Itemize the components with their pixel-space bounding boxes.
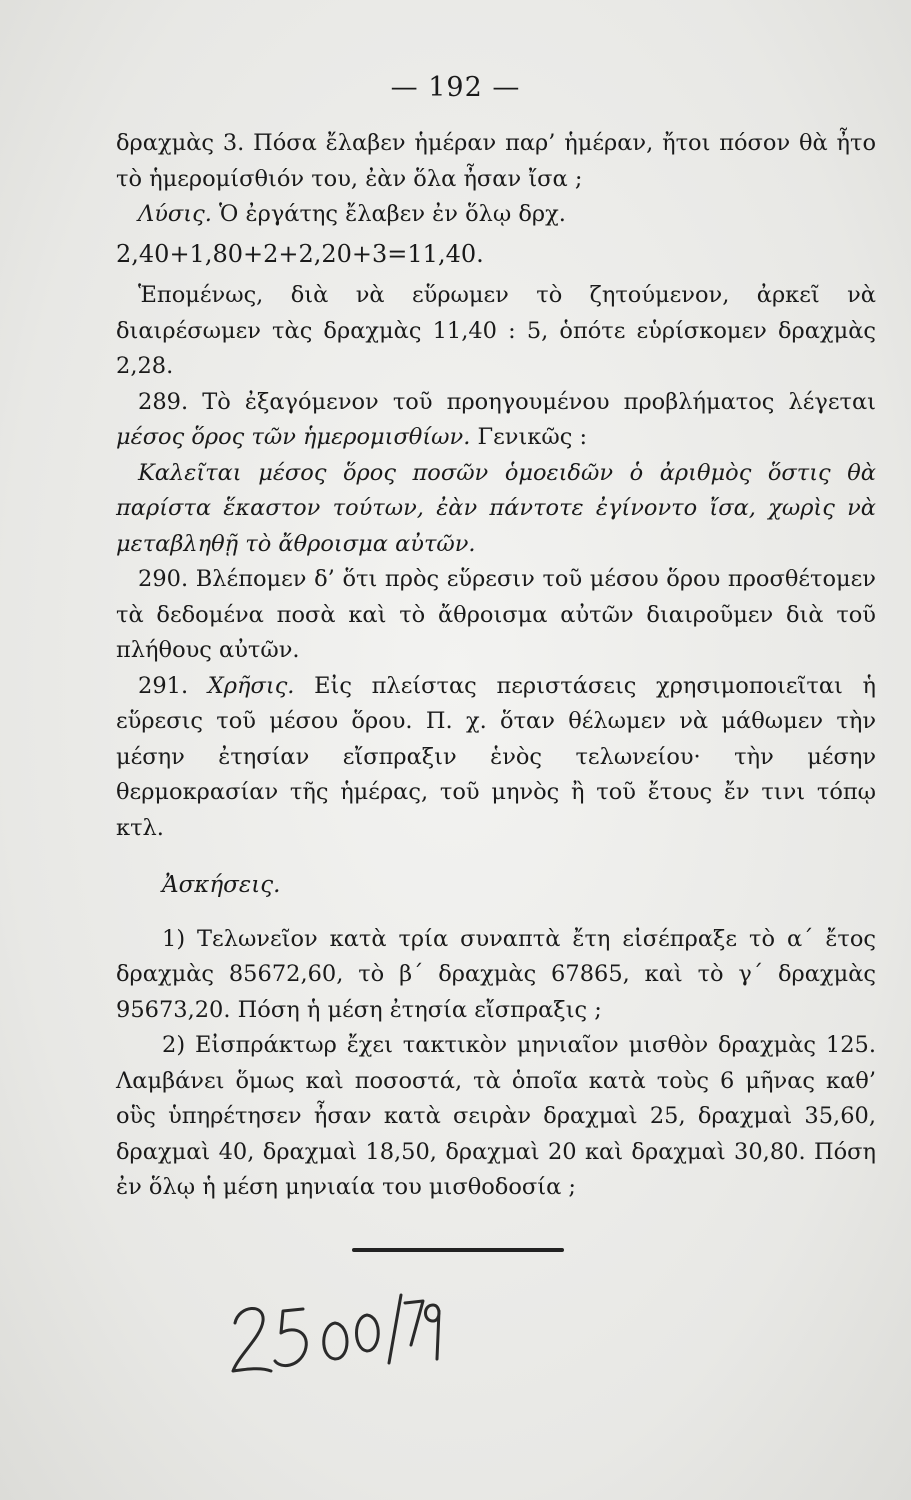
paragraph-289-tail: Γενικῶς : bbox=[470, 424, 588, 450]
exercise-1: 1) Τελωνεῖον κατὰ τρία συναπτὰ ἔτη εἰσέπραξε τὸ α΄ ἔτος δραχμὰς 85672,60, τὸ β΄ δραχμὰς 67865, καὶ τὸ γ΄ δραχμὰς 95673,20. Πόση ἡ μέση ἐτησία εἴσπραξις ; bbox=[116, 925, 876, 1023]
paragraph-290: 290. Βλέπομεν δ’ ὅτι πρὸς εὕρεσιν τοῦ μέσου ὅρου προσθέτομεν τὰ δεδομένα ποσὰ καὶ τὸ ἄθροισμα αὐτῶν διαιροῦμεν διὰ τοῦ πλήθους αὐτῶν. bbox=[116, 566, 876, 663]
page-content bbox=[116, 126, 876, 1206]
usage-label: Χρῆσις. bbox=[207, 672, 295, 699]
paragraph-continuation: δραχμὰς 3. Πόσα ἔλαβεν ἡμέραν παρ’ ἡμέραν, ἤτοι πόσον θὰ ἦτο τὸ ἡμερομίσθιόν του, ἐὰν ὅλα ἦσαν ἴσα ; bbox=[116, 130, 876, 192]
paragraph-289-text: 289. Τὸ ἐξαγόμενον τοῦ προηγουμένου προβλήματος λέγεται bbox=[138, 388, 876, 415]
paragraph-solution bbox=[116, 197, 876, 233]
exercise-2: 2) Εἰσπράκτωρ ἔχει τακτικὸν μηνιαῖον μισθὸν δραχμὰς 125. Λαμβάνει ὅμως καὶ ποσοστά, τὰ ὁποῖα κατὰ τοὺς 6 μῆνας καθ’ οὓς ὑπηρέτησεν ἦσαν κατὰ σειρὰν δραχμαὶ 25, δραχμαὶ 35,60, δραχμαὶ 40, δραχμαὶ 18,50, δραχμαὶ 20 καὶ δραχμαὶ 30,80. Πόση ἐν ὅλῳ ἡ μέση μηνιαία του μισθοδοσία ; bbox=[116, 1032, 876, 1200]
paragraph-291 bbox=[116, 669, 876, 847]
paragraph-289 bbox=[116, 385, 876, 456]
end-rule bbox=[352, 1248, 564, 1252]
definition: Καλεῖται μέσος ὅρος ποσῶν ὁμοειδῶν ὁ ἀριθμὸς ὅστις θὰ παρίστα ἕκαστον τούτων, ἐὰν πάντοτε ἐγίνοντο ἴσα, χωρὶς νὰ μεταβληθῇ τὸ ἄθροισμα αὐτῶν. bbox=[116, 459, 876, 557]
solution-label: Λύσις. bbox=[138, 201, 212, 227]
handwritten-annotation bbox=[225, 1275, 445, 1395]
term-mean: μέσος ὅρος τῶν ἡμερομισθίων. bbox=[116, 424, 471, 450]
exercises-heading: Ἀσκήσεις. bbox=[162, 872, 281, 898]
exercises-section bbox=[116, 868, 876, 1206]
paragraph-291-text: Εἰς πλείστας περιστάσεις χρησιμοποιεῖται ἡ εὕρεσις τοῦ μέσου ὅρου. Π. χ. ὅταν θέλωμεν νὰ μάθωμεν τὴν μέσην ἐτησίαν εἴσπραξιν ἑνὸς τελωνείου· τὴν μέσην θερμοκρασίαν τῆς ἡμέρας, τοῦ μηνὸς ἢ τοῦ ἔτους ἔν τινι τόπῳ κτλ. bbox=[116, 672, 876, 841]
page-number: — 192 — bbox=[390, 72, 521, 103]
solution-text: Ὁ ἐργάτης ἔλαβεν ἐν ὅλῳ δρχ. bbox=[211, 201, 566, 227]
paragraph-result: Ἑπομένως, διὰ νὰ εὕρωμεν τὸ ζητούμενον, ἀρκεῖ νὰ διαιρέσωμεν τὰς δραχμὰς 11,40 : 5, ὁπότε εὑρίσκομεν δραχμὰς 2,28. bbox=[116, 282, 876, 379]
equation: 2,40+1,80+2+2,20+3=11,40. bbox=[116, 239, 484, 268]
paragraph-291-number: 291. bbox=[138, 672, 208, 699]
